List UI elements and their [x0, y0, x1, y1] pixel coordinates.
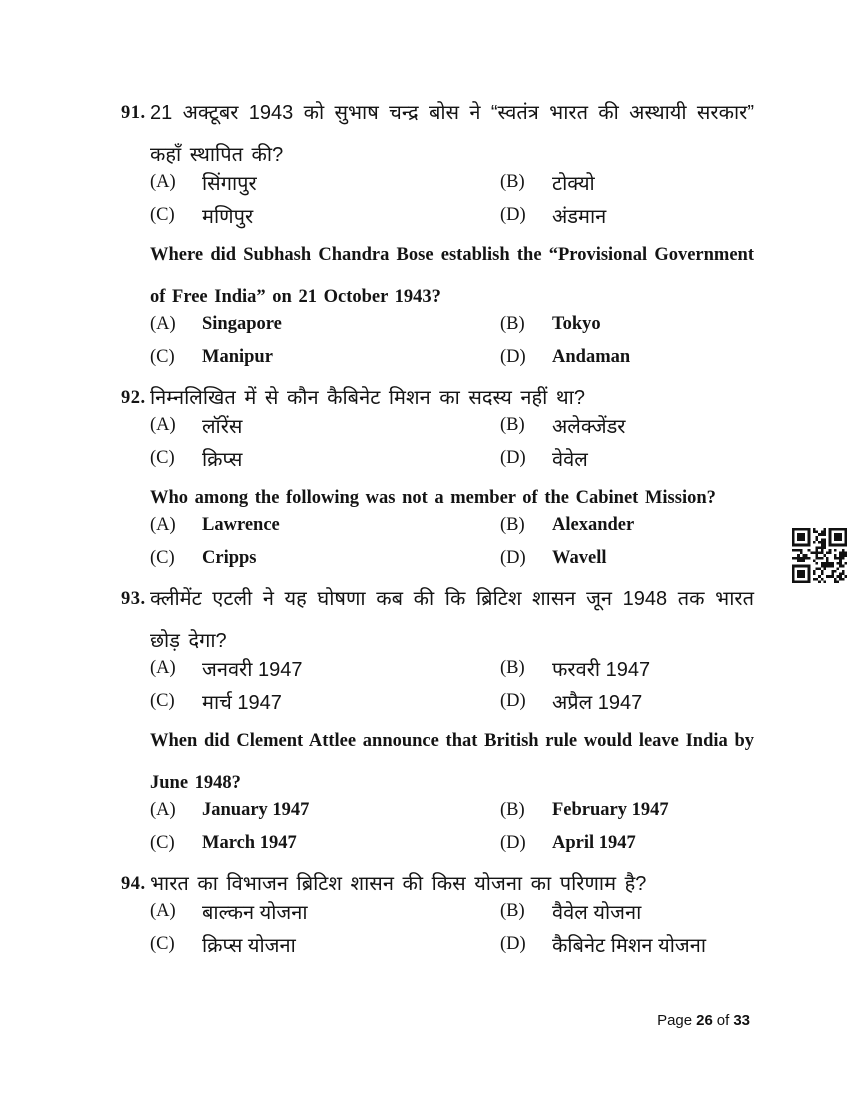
- of-label: of: [716, 1012, 730, 1029]
- option-text: क्रिप्स योजना: [202, 935, 296, 957]
- option: [150, 341, 500, 374]
- option-label: (D): [500, 934, 526, 954]
- option-text: अलेक्जेंडर: [552, 416, 626, 438]
- question-text-hindi: 94. भारत का विभाजन ब्रिटिश शासन की किस योजना का परिणाम है?: [150, 863, 754, 905]
- option-text: Manipur: [202, 347, 273, 367]
- option: [150, 442, 500, 475]
- option-label: (B): [500, 314, 525, 334]
- option: [500, 827, 754, 860]
- option-label: (D): [500, 548, 526, 568]
- option-text: फरवरी 1947: [552, 659, 651, 681]
- option-text: Lawrence: [202, 515, 280, 535]
- option: [150, 199, 500, 232]
- option-text: January 1947: [202, 800, 310, 820]
- qr-code: [792, 528, 847, 583]
- option-label: (B): [500, 800, 525, 820]
- option-text: Cripps: [202, 548, 257, 568]
- option-label: (C): [150, 833, 175, 853]
- option: [150, 685, 500, 718]
- option: [500, 928, 754, 961]
- option-label: (C): [150, 205, 175, 225]
- option-label: (C): [150, 691, 175, 711]
- option-label: (D): [500, 205, 526, 225]
- qr-code-image: [792, 528, 847, 583]
- option-text: वैवेल योजना: [552, 902, 642, 924]
- option-label: (C): [150, 448, 175, 468]
- option-label: (A): [150, 515, 176, 535]
- option-label: (A): [150, 172, 176, 192]
- option-text: Wavell: [552, 548, 607, 568]
- option-text: जनवरी 1947: [202, 659, 303, 681]
- option-label: (D): [500, 691, 526, 711]
- page-label: Page: [657, 1012, 693, 1029]
- option-text: अप्रैल 1947: [552, 692, 643, 714]
- option-text: लॉरेंस: [202, 416, 243, 438]
- option-text: क्रिप्स: [202, 449, 243, 471]
- option: [500, 341, 754, 374]
- option-label: (A): [150, 800, 176, 820]
- option-text: Singapore: [202, 314, 282, 334]
- option: [500, 542, 754, 575]
- option-text: Tokyo: [552, 314, 601, 334]
- option: [150, 928, 500, 961]
- option-label: (B): [500, 901, 525, 921]
- option-label: (C): [150, 347, 175, 367]
- option-label: (B): [500, 658, 525, 678]
- total-pages: 33: [733, 1012, 750, 1029]
- question-block: [121, 377, 754, 575]
- question-number: 94.: [121, 874, 146, 894]
- option-text: मार्च 1947: [202, 692, 282, 714]
- option-label: (C): [150, 934, 175, 954]
- option: [500, 442, 754, 475]
- option-label: (D): [500, 347, 526, 367]
- question-number: 91.: [121, 103, 146, 123]
- page-footer: [657, 1012, 750, 1029]
- question-text-english: Who among the following was not a member of the Cabinet Mission?: [150, 488, 716, 508]
- option-text: February 1947: [552, 800, 669, 820]
- question-block: [121, 578, 754, 860]
- question-block: [121, 92, 754, 374]
- option-text: Andaman: [552, 347, 631, 367]
- option-text: सिंगापुर: [202, 173, 257, 195]
- option-text: April 1947: [552, 833, 636, 853]
- question-block: [121, 863, 754, 961]
- option: [500, 199, 754, 232]
- option-text: मणिपुर: [202, 206, 254, 228]
- option-label: (B): [500, 415, 525, 435]
- option-label: (D): [500, 448, 526, 468]
- question-text-hindi: 92. निम्नलिखित में से कौन कैबिनेट मिशन का सदस्य नहीं था?: [150, 377, 754, 419]
- option-label: (A): [150, 658, 176, 678]
- option-text: वेवेल: [552, 449, 588, 471]
- option: [500, 685, 754, 718]
- option-text: टोक्यो: [552, 173, 595, 195]
- questions-container: [121, 92, 754, 964]
- option-label: (B): [500, 515, 525, 535]
- question-text-english: Where did Subhash Chandra Bose establish the “Provisional Government of Free India” on 21 October 1943?: [150, 245, 754, 307]
- option-text: बाल्कन योजना: [202, 902, 308, 924]
- question-number: 93.: [121, 589, 146, 609]
- option-text: अंडमान: [552, 206, 607, 228]
- option-text: March 1947: [202, 833, 297, 853]
- option-label: (A): [150, 901, 176, 921]
- option-label: (B): [500, 172, 525, 192]
- option: [150, 542, 500, 575]
- question-text-hindi: 91. 21 अक्टूबर 1943 को सुभाष चन्द्र बोस ने “स्वतंत्र भारत की अस्थायी सरकार” कहाँ स्थापित की?: [150, 92, 754, 176]
- option-text: कैबिनेट मिशन योजना: [552, 935, 706, 957]
- option-label: (A): [150, 314, 176, 334]
- question-text-hindi: 93. क्लीमेंट एटली ने यह घोषणा कब की कि ब्रिटिश शासन जून 1948 तक भारत छोड़ देगा?: [150, 578, 754, 662]
- question-text-english: When did Clement Attlee announce that British rule would leave India by June 1948?: [150, 731, 754, 793]
- option: [150, 827, 500, 860]
- option-label: (A): [150, 415, 176, 435]
- option-label: (D): [500, 833, 526, 853]
- page-number: 26: [696, 1012, 713, 1029]
- option-text: Alexander: [552, 515, 635, 535]
- option-label: (C): [150, 548, 175, 568]
- question-number: 92.: [121, 388, 146, 408]
